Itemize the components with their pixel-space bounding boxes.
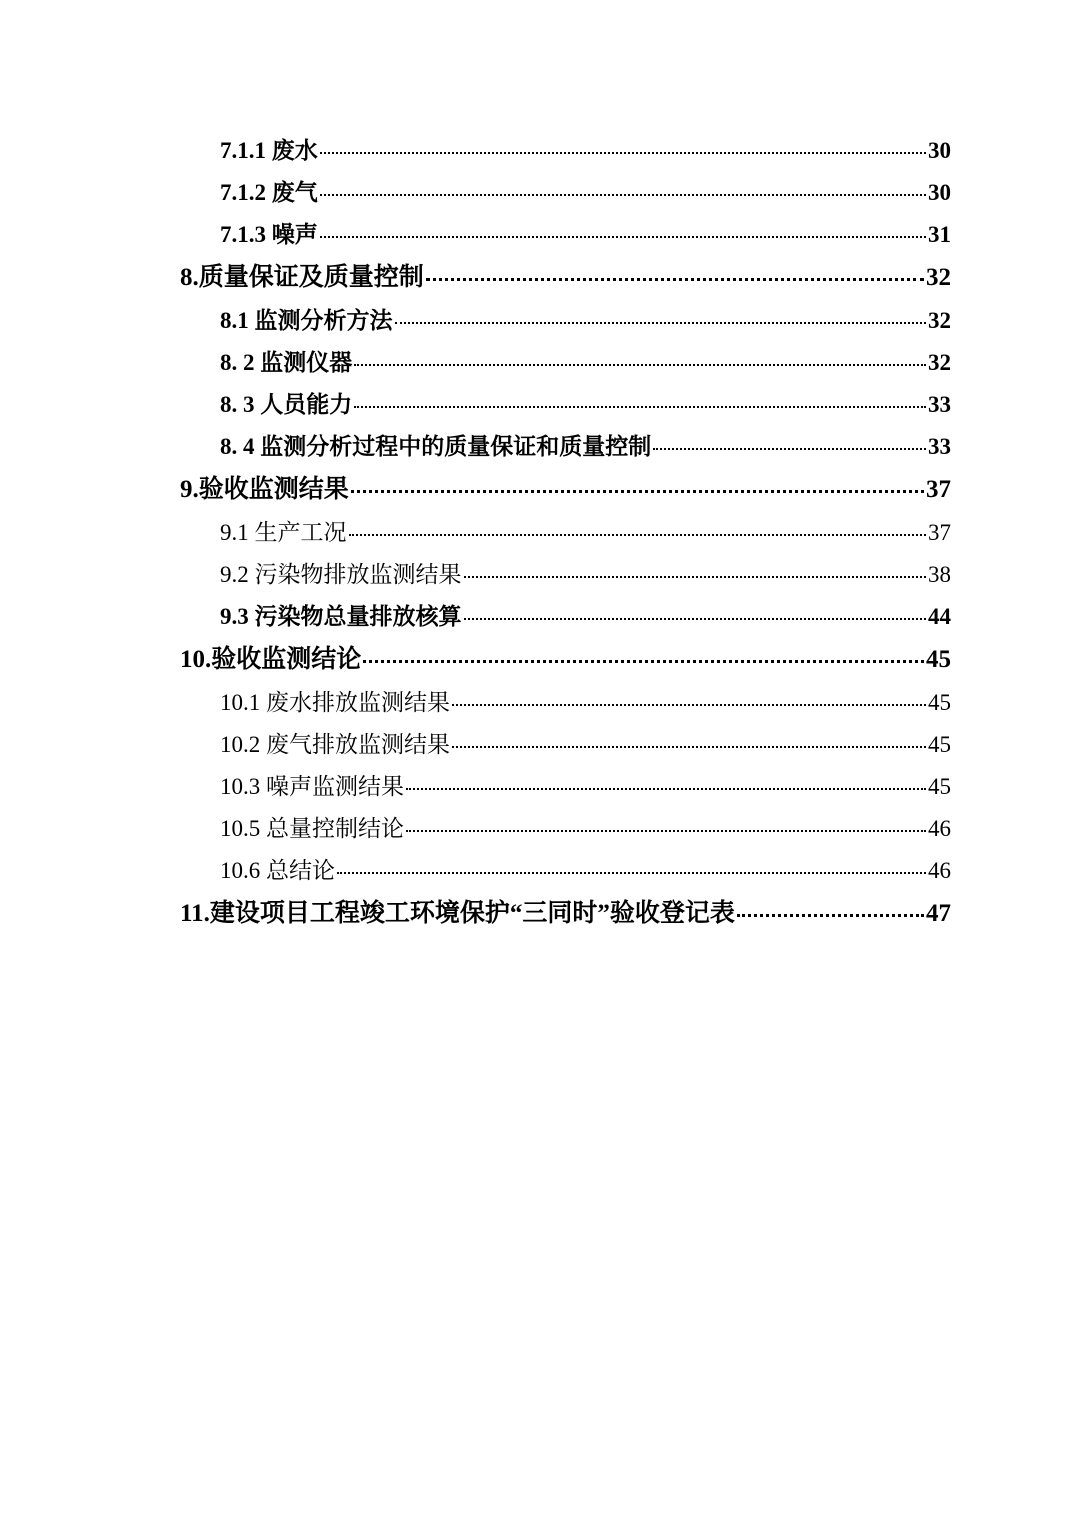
dot-leader <box>320 152 926 154</box>
dot-leader <box>354 406 926 408</box>
toc-entry-page: 45 <box>928 774 951 799</box>
toc-entry-10-3[interactable] <box>180 766 951 808</box>
toc-entry-9-1[interactable] <box>180 512 951 554</box>
dot-leader <box>737 914 924 917</box>
toc-entry-10-2[interactable] <box>180 724 951 766</box>
toc-entry-title: 8. 4 监测分析过程中的质量保证和质量控制 <box>220 434 652 459</box>
toc-entry-9-2[interactable] <box>180 554 951 596</box>
toc-entry-10-5[interactable] <box>180 808 951 850</box>
toc-entry-title: 10.3 噪声监测结果 <box>220 774 404 799</box>
toc-entry-title: 11.建设项目工程竣工环境保护“三同时”验收登记表 <box>180 900 735 927</box>
toc-entry-page: 38 <box>928 562 951 587</box>
toc-entry-8-3[interactable] <box>180 384 951 426</box>
toc-entry-page: 33 <box>928 392 951 417</box>
toc-entry-title: 8. 3 人员能力 <box>220 392 353 417</box>
toc-entry-8-2[interactable] <box>180 342 951 384</box>
toc-entry-7-1-2[interactable] <box>180 172 951 214</box>
toc-entry-page: 44 <box>928 604 951 629</box>
toc-entry-10-1[interactable] <box>180 682 951 724</box>
toc-entry-8-4[interactable] <box>180 426 951 468</box>
toc-entry-title: 10.验收监测结论 <box>180 646 362 673</box>
toc-entry-8[interactable] <box>180 256 951 300</box>
dot-leader <box>406 830 926 832</box>
toc-entry-title: 9.1 生产工况 <box>220 520 347 545</box>
dot-leader <box>395 322 927 324</box>
toc-entry-8-1[interactable] <box>180 300 951 342</box>
toc-entry-title: 10.5 总量控制结论 <box>220 816 404 841</box>
toc-entry-title: 9.2 污染物排放监测结果 <box>220 562 462 587</box>
toc-entry-page: 37 <box>926 476 951 503</box>
toc-entry-page: 45 <box>928 690 951 715</box>
dot-leader <box>464 576 927 578</box>
dot-leader <box>452 746 926 748</box>
toc-entry-page: 30 <box>928 138 951 163</box>
dot-leader <box>464 618 927 620</box>
toc-entry-7-1-3[interactable] <box>180 214 951 256</box>
toc-entry-page: 37 <box>928 520 951 545</box>
toc-entry-page: 30 <box>928 180 951 205</box>
dot-leader <box>406 788 926 790</box>
toc-entry-page: 33 <box>928 434 951 459</box>
table-of-contents <box>180 130 951 936</box>
dot-leader <box>337 872 926 874</box>
dot-leader <box>320 194 926 196</box>
toc-entry-title: 7.1.2 废气 <box>220 180 318 205</box>
dot-leader <box>426 278 924 281</box>
toc-entry-page: 47 <box>926 900 951 927</box>
toc-entry-9[interactable] <box>180 468 951 512</box>
toc-entry-page: 45 <box>926 646 951 673</box>
dot-leader <box>363 660 924 663</box>
toc-entry-page: 32 <box>926 264 951 291</box>
toc-entry-title: 8.1 监测分析方法 <box>220 308 393 333</box>
toc-entry-title: 7.1.1 废水 <box>220 138 318 163</box>
toc-entry-title: 10.6 总结论 <box>220 858 335 883</box>
toc-entry-title: 10.1 废水排放监测结果 <box>220 690 450 715</box>
toc-entry-9-3[interactable] <box>180 596 951 638</box>
toc-entry-title: 8. 2 监测仪器 <box>220 350 353 375</box>
toc-entry-10-6[interactable] <box>180 850 951 892</box>
toc-entry-page: 31 <box>928 222 951 247</box>
toc-entry-10[interactable] <box>180 638 951 682</box>
toc-entry-11[interactable] <box>180 892 951 936</box>
dot-leader <box>320 236 926 238</box>
dot-leader <box>349 534 927 536</box>
toc-entry-page: 32 <box>928 308 951 333</box>
toc-entry-title: 9.验收监测结果 <box>180 476 349 503</box>
toc-entry-page: 46 <box>928 858 951 883</box>
toc-entry-title: 7.1.3 噪声 <box>220 222 318 247</box>
toc-entry-title: 8.质量保证及质量控制 <box>180 264 424 291</box>
dot-leader <box>354 364 926 366</box>
dot-leader <box>452 704 926 706</box>
toc-entry-7-1-1[interactable] <box>180 130 951 172</box>
dot-leader <box>351 490 924 493</box>
toc-entry-title: 10.2 废气排放监测结果 <box>220 732 450 757</box>
dot-leader <box>653 448 926 450</box>
toc-entry-title: 9.3 污染物总量排放核算 <box>220 604 462 629</box>
toc-entry-page: 46 <box>928 816 951 841</box>
toc-entry-page: 32 <box>928 350 951 375</box>
toc-entry-page: 45 <box>928 732 951 757</box>
